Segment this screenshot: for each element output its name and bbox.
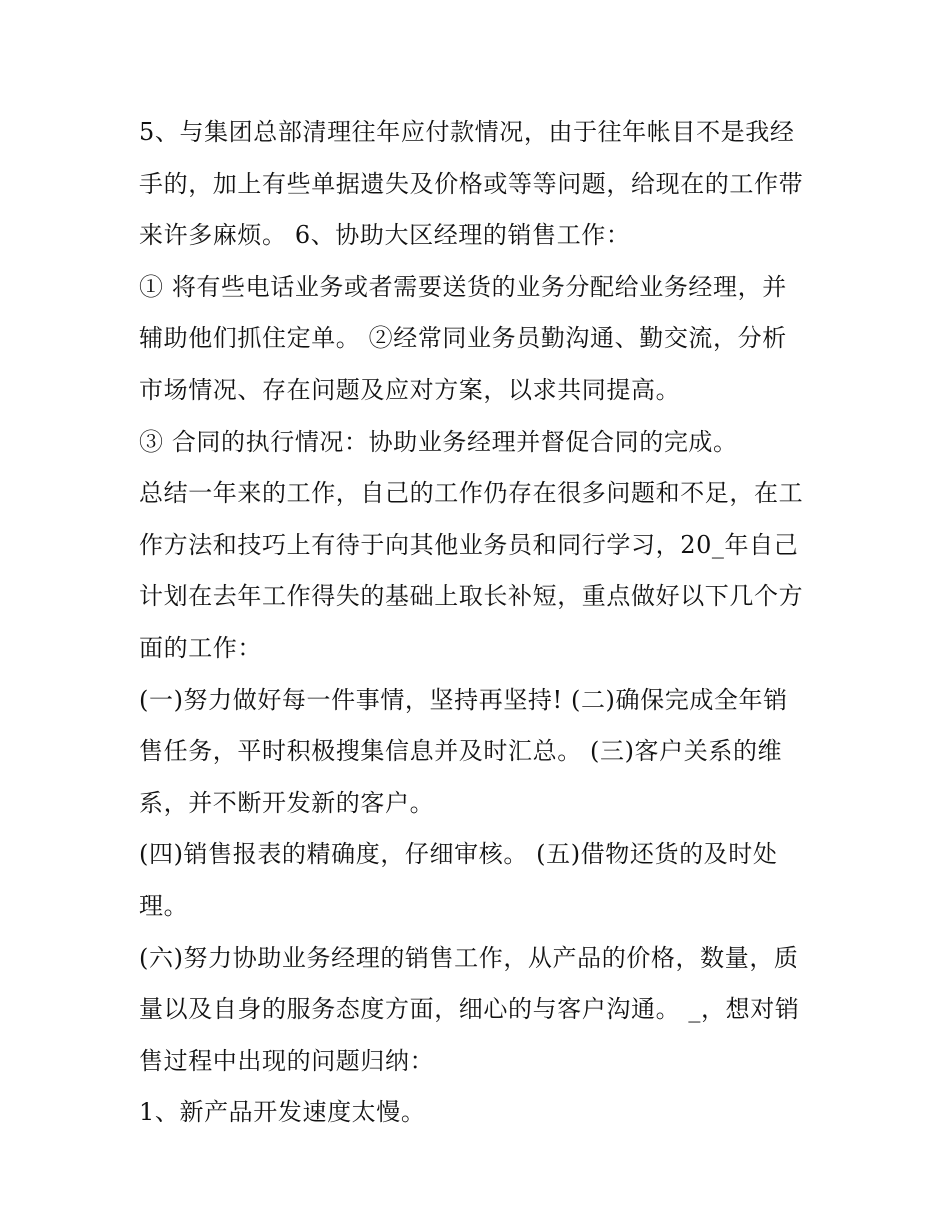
text-line-12: (一)努力做好每一件事情，坚持再坚持! (二)确保完成全年销 — [139, 685, 788, 714]
text-line-3: 来许多麻烦。 6、协助大区经理的销售工作： — [139, 221, 631, 250]
text-line-19: 售过程中出现的问题归纳： — [139, 1046, 435, 1075]
text-line-1: 5、与集团总部清理往年应付款情况，由于往年帐目不是我经 — [139, 118, 795, 146]
text-line-4: ① 将有些电话业务或者需要送货的业务分配给业务经理，并 — [139, 272, 787, 301]
text-line-9: 作方法和技巧上有待于向其他业务员和同行学习，20_年自己 — [139, 530, 799, 559]
text-line-2: 手的，加上有些单据遗失及价格或等等问题，给现在的工作带 — [139, 169, 804, 198]
text-line-6: 市场情况、存在问题及应对方案，以求共同提高。 — [139, 375, 681, 404]
text-line-17: (六)努力协助业务经理的销售工作，从产品的价格，数量，质 — [139, 943, 799, 972]
text-line-20: 1、新产品开发速度太慢。 — [139, 1098, 426, 1127]
text-line-11: 面的工作： — [139, 633, 262, 662]
text-line-5: 辅助他们抓住定单。 ②经常同业务员勤沟通、勤交流，分析 — [139, 324, 787, 353]
text-line-13: 售任务，平时积极搜集信息并及时汇总。 (三)客户关系的维 — [139, 737, 783, 766]
text-line-15: (四)销售报表的精确度，仔细审核。 (五)借物还货的及时处 — [139, 840, 778, 869]
document-body — [139, 107, 819, 1139]
text-line-8: 总结一年来的工作，自己的工作仍存在很多问题和不足，在工 — [139, 479, 804, 508]
text-line-10: 计划在去年工作得失的基础上取长补短，重点做好以下几个方 — [139, 582, 804, 611]
text-line-7: ③ 合同的执行情况：协助业务经理并督促合同的完成。 — [139, 427, 738, 456]
text-line-16: 理。 — [139, 891, 189, 920]
text-line-18: 量以及自身的服务态度方面，细心的与客户沟通。 _，想对销 — [139, 995, 800, 1024]
text-line-14: 系，并不断开发新的客户。 — [139, 788, 435, 817]
